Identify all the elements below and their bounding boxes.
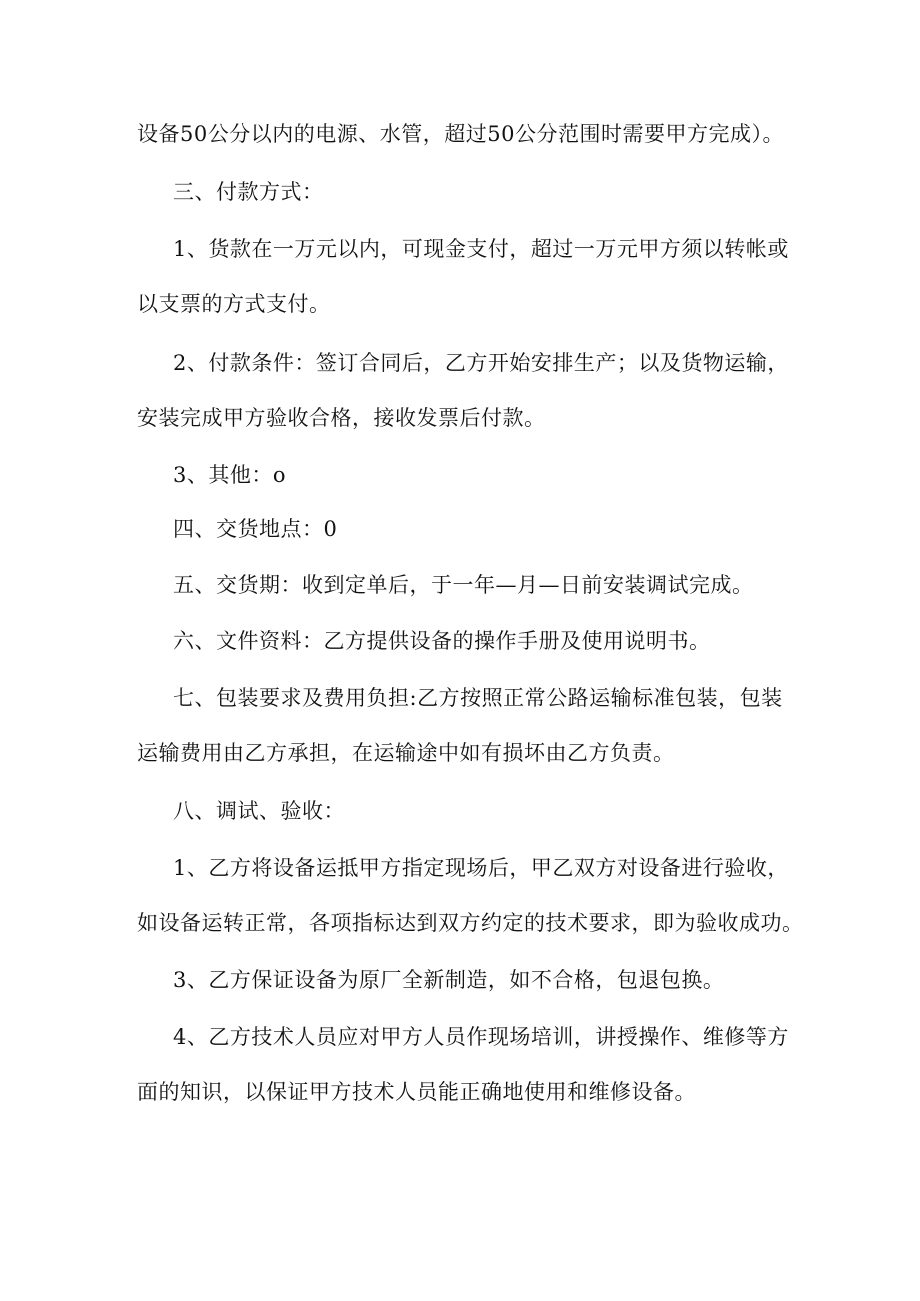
heading-documentation	[137, 614, 807, 669]
paragraph-payment-conditions	[137, 336, 807, 446]
paragraph-warranty	[137, 953, 807, 1008]
text-line: 1、货款在一万元以内，可现金支付，超过一万元甲方须以转帐或	[173, 237, 789, 261]
paragraph-training	[137, 1010, 807, 1120]
text-line: 1、乙方将设备运抵甲方指定现场后，甲乙双方对设备进行验收，	[173, 856, 789, 880]
paragraph-payment-other	[137, 448, 807, 503]
text-line: 七、包装要求及费用负担:乙方按照正常公路运输标准包装，包装	[173, 686, 783, 710]
text-line: 2、付款条件：签订合同后，乙方开始安排生产；以及货物运输，	[173, 351, 789, 375]
heading-delivery-location	[137, 502, 807, 557]
text-line: 八、调试、验收：	[173, 799, 345, 823]
text-line: 四、交货地点：0	[173, 517, 338, 541]
paragraph-acceptance-procedure	[137, 841, 807, 951]
text-line: 设备50公分以内的电源、水管，超过50公分范围时需要甲方完成）。	[137, 122, 784, 146]
paragraph-equipment-utilities	[137, 107, 807, 162]
text-line: 4、乙方技术人员应对甲方人员作现场培训，讲授操作、维修等方	[173, 1025, 789, 1049]
text-line: 运输费用由乙方承担，在运输途中如有损坏由乙方负责。	[137, 741, 675, 765]
text-line: 六、文件资料：乙方提供设备的操作手册及使用说明书。	[173, 629, 711, 653]
text-line: 面的知识，以保证甲方技术人员能正确地使用和维修设备。	[137, 1080, 696, 1104]
text-line: 三、付款方式：	[173, 180, 324, 204]
heading-commissioning-acceptance	[137, 784, 807, 839]
text-line: 3、乙方保证设备为原厂全新制造，如不合格，包退包换。	[173, 968, 725, 992]
text-line: 安装完成甲方验收合格，接收发票后付款。	[137, 406, 546, 430]
heading-payment-method	[137, 165, 807, 220]
text-line: 3、其他：o	[173, 463, 287, 487]
paragraph-payment-amount	[137, 222, 807, 332]
text-line: 以支票的方式支付。	[137, 292, 331, 316]
text-line: 五、交货期：收到定单后，于一年—月—日前安装调试完成。	[173, 573, 754, 597]
paragraph-packaging	[137, 671, 807, 781]
heading-delivery-period	[137, 558, 807, 613]
text-line: 如设备运转正常，各项指标达到双方约定的技术要求，即为验收成功。	[137, 911, 804, 935]
